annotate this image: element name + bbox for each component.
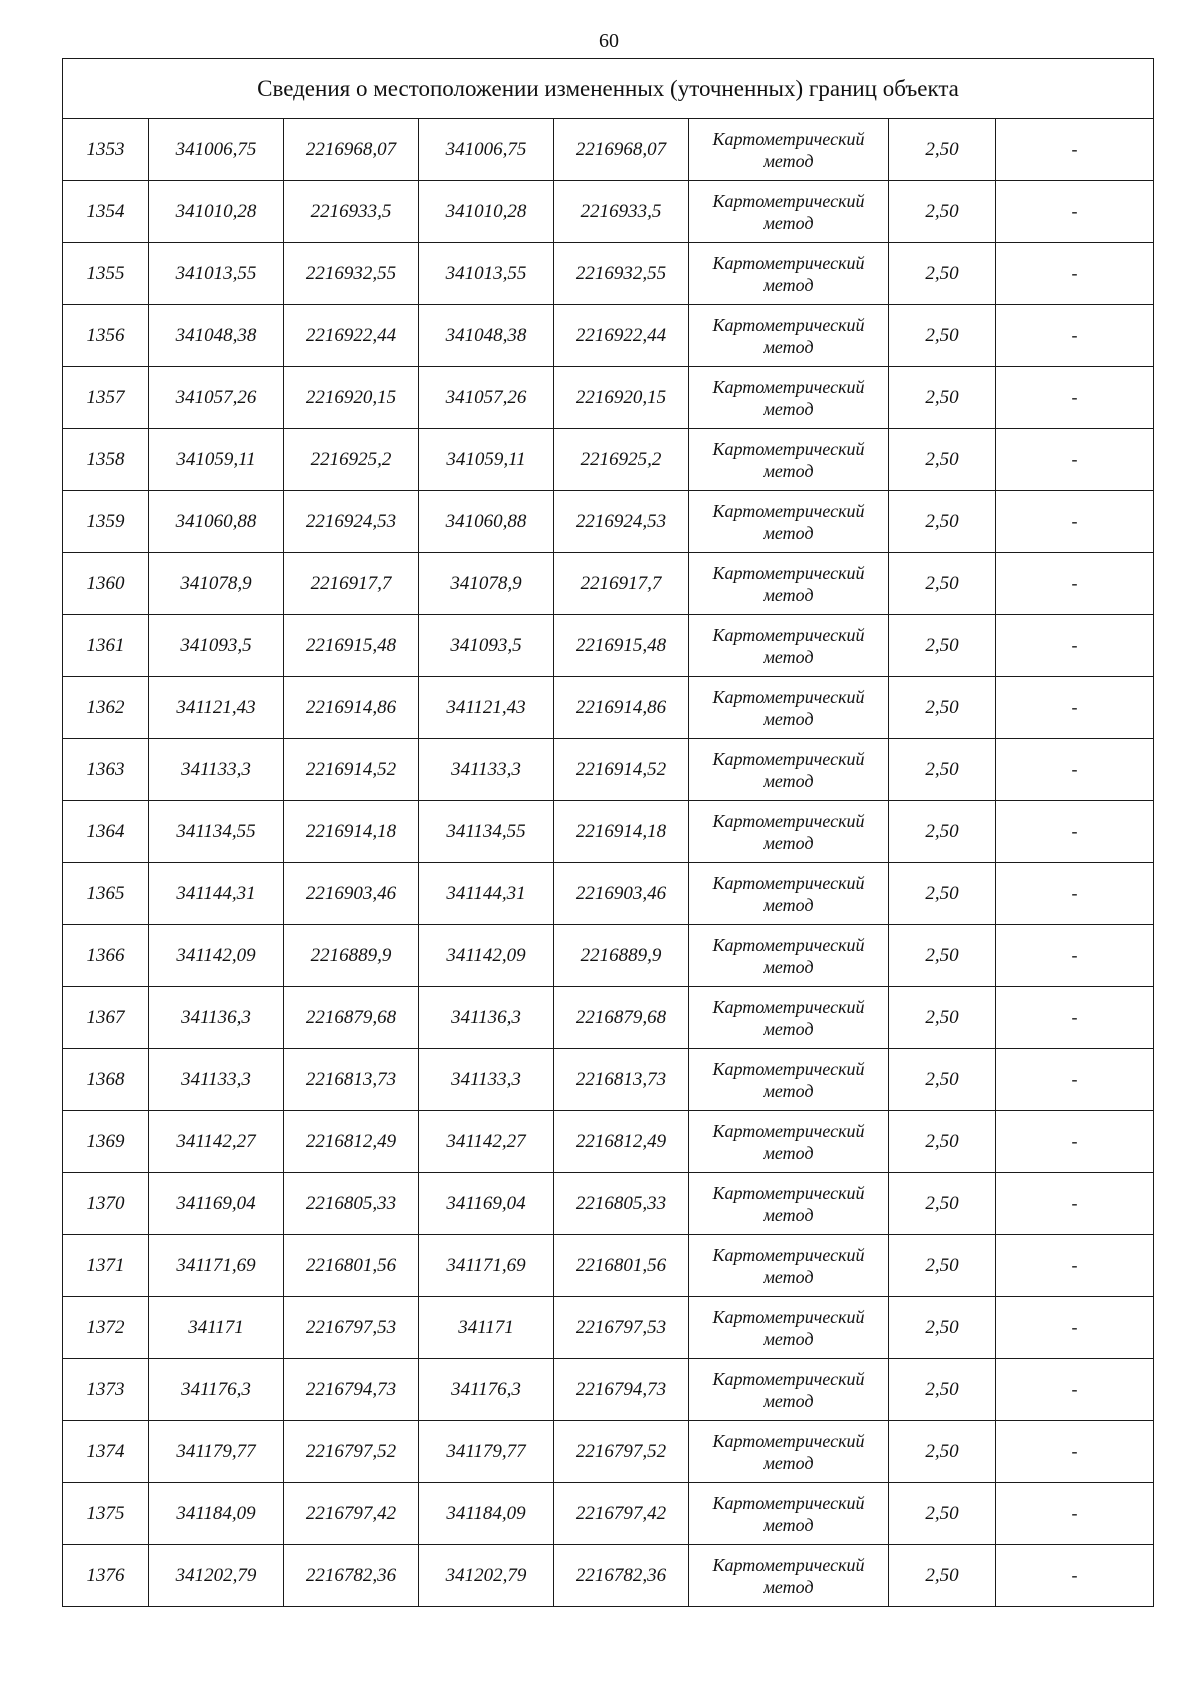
refined-x-cell: 341184,09 [419, 1483, 554, 1545]
existing-y-cell: 2216879,68 [284, 987, 419, 1049]
accuracy-cell: 2,50 [889, 305, 996, 367]
existing-x-cell: 341133,3 [149, 739, 284, 801]
refined-y-cell: 2216922,44 [554, 305, 689, 367]
existing-x-cell: 341093,5 [149, 615, 284, 677]
accuracy-cell: 2,50 [889, 615, 996, 677]
point-number-cell: 1366 [63, 925, 149, 987]
refined-x-cell: 341048,38 [419, 305, 554, 367]
existing-y-cell: 2216922,44 [284, 305, 419, 367]
accuracy-cell: 2,50 [889, 925, 996, 987]
refined-x-cell: 341093,5 [419, 615, 554, 677]
existing-x-cell: 341078,9 [149, 553, 284, 615]
refined-y-cell: 2216932,55 [554, 243, 689, 305]
boundary-coordinates-table [62, 58, 1154, 1607]
existing-y-cell: 2216794,73 [284, 1359, 419, 1421]
method-cell: Картометрический метод [689, 1049, 889, 1111]
refined-x-cell: 341142,09 [419, 925, 554, 987]
description-cell: - [996, 491, 1154, 553]
method-cell: Картометрический метод [689, 925, 889, 987]
refined-x-cell: 341171,69 [419, 1235, 554, 1297]
point-number-cell: 1363 [63, 739, 149, 801]
existing-y-cell: 2216801,56 [284, 1235, 419, 1297]
point-number-cell: 1375 [63, 1483, 149, 1545]
accuracy-cell: 2,50 [889, 429, 996, 491]
point-number-cell: 1360 [63, 553, 149, 615]
table-row [63, 1421, 1154, 1483]
point-number-cell: 1355 [63, 243, 149, 305]
refined-x-cell: 341134,55 [419, 801, 554, 863]
accuracy-cell: 2,50 [889, 739, 996, 801]
existing-y-cell: 2216813,73 [284, 1049, 419, 1111]
table-row [63, 119, 1154, 181]
accuracy-cell: 2,50 [889, 1235, 996, 1297]
existing-x-cell: 341176,3 [149, 1359, 284, 1421]
refined-y-cell: 2216805,33 [554, 1173, 689, 1235]
table-row [63, 1483, 1154, 1545]
existing-x-cell: 341134,55 [149, 801, 284, 863]
method-cell: Картометрический метод [689, 739, 889, 801]
existing-y-cell: 2216932,55 [284, 243, 419, 305]
accuracy-cell: 2,50 [889, 243, 996, 305]
point-number-cell: 1371 [63, 1235, 149, 1297]
refined-y-cell: 2216920,15 [554, 367, 689, 429]
refined-y-cell: 2216797,53 [554, 1297, 689, 1359]
existing-x-cell: 341179,77 [149, 1421, 284, 1483]
existing-x-cell: 341142,09 [149, 925, 284, 987]
refined-y-cell: 2216797,52 [554, 1421, 689, 1483]
point-number-cell: 1354 [63, 181, 149, 243]
method-cell: Картометрический метод [689, 491, 889, 553]
method-cell: Картометрический метод [689, 1359, 889, 1421]
existing-x-cell: 341057,26 [149, 367, 284, 429]
accuracy-cell: 2,50 [889, 863, 996, 925]
description-cell: - [996, 305, 1154, 367]
method-cell: Картометрический метод [689, 305, 889, 367]
existing-x-cell: 341136,3 [149, 987, 284, 1049]
table-row [63, 429, 1154, 491]
method-cell: Картометрический метод [689, 801, 889, 863]
method-cell: Картометрический метод [689, 181, 889, 243]
existing-y-cell: 2216797,42 [284, 1483, 419, 1545]
point-number-cell: 1362 [63, 677, 149, 739]
refined-x-cell: 341202,79 [419, 1545, 554, 1607]
refined-y-cell: 2216915,48 [554, 615, 689, 677]
refined-y-cell: 2216794,73 [554, 1359, 689, 1421]
existing-y-cell: 2216968,07 [284, 119, 419, 181]
accuracy-cell: 2,50 [889, 1545, 996, 1607]
refined-x-cell: 341133,3 [419, 739, 554, 801]
table-caption-row [63, 59, 1154, 119]
existing-y-cell: 2216925,2 [284, 429, 419, 491]
refined-x-cell: 341006,75 [419, 119, 554, 181]
refined-y-cell: 2216782,36 [554, 1545, 689, 1607]
accuracy-cell: 2,50 [889, 181, 996, 243]
refined-x-cell: 341171 [419, 1297, 554, 1359]
table-row [63, 615, 1154, 677]
existing-y-cell: 2216924,53 [284, 491, 419, 553]
point-number-cell: 1367 [63, 987, 149, 1049]
table-row [63, 987, 1154, 1049]
table-row [63, 677, 1154, 739]
existing-x-cell: 341060,88 [149, 491, 284, 553]
accuracy-cell: 2,50 [889, 1049, 996, 1111]
accuracy-cell: 2,50 [889, 677, 996, 739]
point-number-cell: 1359 [63, 491, 149, 553]
accuracy-cell: 2,50 [889, 1359, 996, 1421]
refined-x-cell: 341059,11 [419, 429, 554, 491]
refined-y-cell: 2216903,46 [554, 863, 689, 925]
method-cell: Картометрический метод [689, 1421, 889, 1483]
existing-y-cell: 2216797,52 [284, 1421, 419, 1483]
description-cell: - [996, 1359, 1154, 1421]
table-row [63, 1359, 1154, 1421]
existing-x-cell: 341121,43 [149, 677, 284, 739]
table-row [63, 1111, 1154, 1173]
method-cell: Картометрический метод [689, 553, 889, 615]
method-cell: Картометрический метод [689, 987, 889, 1049]
description-cell: - [996, 615, 1154, 677]
existing-x-cell: 341144,31 [149, 863, 284, 925]
method-cell: Картометрический метод [689, 677, 889, 739]
method-cell: Картометрический метод [689, 1173, 889, 1235]
point-number-cell: 1368 [63, 1049, 149, 1111]
table-row [63, 305, 1154, 367]
description-cell: - [996, 1173, 1154, 1235]
method-cell: Картометрический метод [689, 1483, 889, 1545]
table-row [63, 1235, 1154, 1297]
point-number-cell: 1364 [63, 801, 149, 863]
refined-x-cell: 341013,55 [419, 243, 554, 305]
description-cell: - [996, 739, 1154, 801]
existing-x-cell: 341202,79 [149, 1545, 284, 1607]
accuracy-cell: 2,50 [889, 1173, 996, 1235]
description-cell: - [996, 1483, 1154, 1545]
accuracy-cell: 2,50 [889, 1111, 996, 1173]
description-cell: - [996, 1049, 1154, 1111]
existing-y-cell: 2216920,15 [284, 367, 419, 429]
table-row [63, 1545, 1154, 1607]
description-cell: - [996, 1111, 1154, 1173]
accuracy-cell: 2,50 [889, 1421, 996, 1483]
method-cell: Картометрический метод [689, 119, 889, 181]
point-number-cell: 1369 [63, 1111, 149, 1173]
method-cell: Картометрический метод [689, 367, 889, 429]
point-number-cell: 1373 [63, 1359, 149, 1421]
description-cell: - [996, 367, 1154, 429]
method-cell: Картометрический метод [689, 863, 889, 925]
point-number-cell: 1353 [63, 119, 149, 181]
table-row [63, 1297, 1154, 1359]
existing-y-cell: 2216812,49 [284, 1111, 419, 1173]
point-number-cell: 1357 [63, 367, 149, 429]
table-row [63, 1049, 1154, 1111]
existing-x-cell: 341006,75 [149, 119, 284, 181]
accuracy-cell: 2,50 [889, 553, 996, 615]
refined-x-cell: 341133,3 [419, 1049, 554, 1111]
refined-y-cell: 2216797,42 [554, 1483, 689, 1545]
refined-x-cell: 341078,9 [419, 553, 554, 615]
refined-x-cell: 341136,3 [419, 987, 554, 1049]
refined-y-cell: 2216924,53 [554, 491, 689, 553]
existing-x-cell: 341171 [149, 1297, 284, 1359]
existing-y-cell: 2216914,18 [284, 801, 419, 863]
accuracy-cell: 2,50 [889, 1483, 996, 1545]
description-cell: - [996, 1297, 1154, 1359]
refined-y-cell: 2216914,18 [554, 801, 689, 863]
existing-x-cell: 341169,04 [149, 1173, 284, 1235]
refined-y-cell: 2216914,52 [554, 739, 689, 801]
refined-y-cell: 2216812,49 [554, 1111, 689, 1173]
method-cell: Картометрический метод [689, 429, 889, 491]
description-cell: - [996, 553, 1154, 615]
accuracy-cell: 2,50 [889, 987, 996, 1049]
refined-y-cell: 2216917,7 [554, 553, 689, 615]
refined-x-cell: 341144,31 [419, 863, 554, 925]
refined-y-cell: 2216879,68 [554, 987, 689, 1049]
description-cell: - [996, 801, 1154, 863]
table-body [63, 59, 1154, 1607]
refined-x-cell: 341179,77 [419, 1421, 554, 1483]
existing-x-cell: 341010,28 [149, 181, 284, 243]
accuracy-cell: 2,50 [889, 119, 996, 181]
refined-x-cell: 341010,28 [419, 181, 554, 243]
point-number-cell: 1374 [63, 1421, 149, 1483]
table-row [63, 801, 1154, 863]
method-cell: Картометрический метод [689, 1545, 889, 1607]
existing-y-cell: 2216915,48 [284, 615, 419, 677]
description-cell: - [996, 925, 1154, 987]
existing-x-cell: 341184,09 [149, 1483, 284, 1545]
existing-y-cell: 2216914,86 [284, 677, 419, 739]
existing-x-cell: 341059,11 [149, 429, 284, 491]
description-cell: - [996, 181, 1154, 243]
refined-x-cell: 341142,27 [419, 1111, 554, 1173]
point-number-cell: 1370 [63, 1173, 149, 1235]
refined-y-cell: 2216933,5 [554, 181, 689, 243]
existing-x-cell: 341048,38 [149, 305, 284, 367]
description-cell: - [996, 1421, 1154, 1483]
method-cell: Картометрический метод [689, 1297, 889, 1359]
description-cell: - [996, 677, 1154, 739]
existing-y-cell: 2216889,9 [284, 925, 419, 987]
method-cell: Картометрический метод [689, 615, 889, 677]
table-row [63, 739, 1154, 801]
description-cell: - [996, 987, 1154, 1049]
accuracy-cell: 2,50 [889, 801, 996, 863]
point-number-cell: 1372 [63, 1297, 149, 1359]
table-row [63, 553, 1154, 615]
point-number-cell: 1358 [63, 429, 149, 491]
point-number-cell: 1376 [63, 1545, 149, 1607]
refined-y-cell: 2216889,9 [554, 925, 689, 987]
refined-x-cell: 341169,04 [419, 1173, 554, 1235]
refined-y-cell: 2216968,07 [554, 119, 689, 181]
refined-x-cell: 341176,3 [419, 1359, 554, 1421]
table-row [63, 491, 1154, 553]
accuracy-cell: 2,50 [889, 367, 996, 429]
table-row [63, 367, 1154, 429]
point-number-cell: 1361 [63, 615, 149, 677]
existing-x-cell: 341142,27 [149, 1111, 284, 1173]
existing-y-cell: 2216797,53 [284, 1297, 419, 1359]
table-row [63, 925, 1154, 987]
table-row [63, 181, 1154, 243]
existing-y-cell: 2216933,5 [284, 181, 419, 243]
description-cell: - [996, 243, 1154, 305]
existing-y-cell: 2216805,33 [284, 1173, 419, 1235]
refined-x-cell: 341057,26 [419, 367, 554, 429]
refined-x-cell: 341121,43 [419, 677, 554, 739]
description-cell: - [996, 863, 1154, 925]
refined-x-cell: 341060,88 [419, 491, 554, 553]
method-cell: Картометрический метод [689, 243, 889, 305]
existing-x-cell: 341133,3 [149, 1049, 284, 1111]
point-number-cell: 1356 [63, 305, 149, 367]
existing-y-cell: 2216914,52 [284, 739, 419, 801]
description-cell: - [996, 1235, 1154, 1297]
refined-y-cell: 2216925,2 [554, 429, 689, 491]
existing-y-cell: 2216782,36 [284, 1545, 419, 1607]
method-cell: Картометрический метод [689, 1111, 889, 1173]
page-number: 60 [599, 30, 619, 52]
existing-y-cell: 2216903,46 [284, 863, 419, 925]
refined-y-cell: 2216813,73 [554, 1049, 689, 1111]
existing-x-cell: 341013,55 [149, 243, 284, 305]
refined-y-cell: 2216801,56 [554, 1235, 689, 1297]
refined-y-cell: 2216914,86 [554, 677, 689, 739]
description-cell: - [996, 429, 1154, 491]
table-row [63, 243, 1154, 305]
accuracy-cell: 2,50 [889, 1297, 996, 1359]
method-cell: Картометрический метод [689, 1235, 889, 1297]
description-cell: - [996, 1545, 1154, 1607]
accuracy-cell: 2,50 [889, 491, 996, 553]
table-row [63, 863, 1154, 925]
description-cell: - [996, 119, 1154, 181]
existing-x-cell: 341171,69 [149, 1235, 284, 1297]
table-title: Сведения о местоположении измененных (уточненных) границ объекта [63, 59, 1154, 119]
existing-y-cell: 2216917,7 [284, 553, 419, 615]
table-row [63, 1173, 1154, 1235]
point-number-cell: 1365 [63, 863, 149, 925]
